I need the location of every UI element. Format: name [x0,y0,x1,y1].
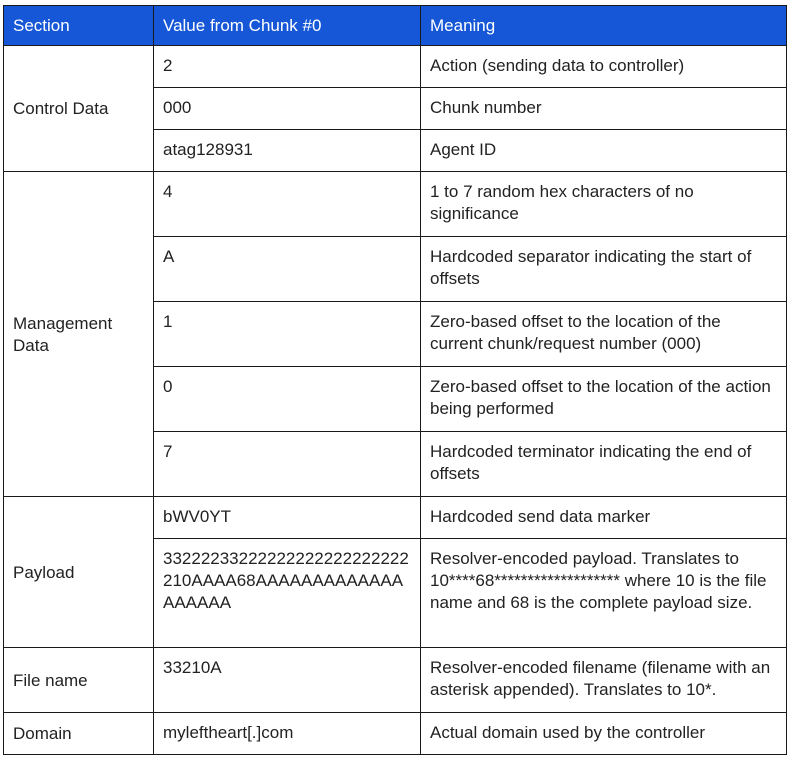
meaning-cell: Hardcoded separator indicating the start of offsets [421,237,787,302]
value-cell: 2 [154,46,421,88]
section-cell-control-data: Control Data [4,46,154,172]
table-row [4,46,787,88]
table-row [4,713,787,755]
table-row [4,497,787,539]
value-cell: 000 [154,88,421,130]
header-meaning: Meaning [421,6,787,46]
meaning-cell: Chunk number [421,88,787,130]
value-cell: atag128931 [154,130,421,172]
header-value: Value from Chunk #0 [154,6,421,46]
chunk-table [3,5,787,755]
value-cell: 7 [154,432,421,497]
section-cell-management-data: Management Data [4,172,154,497]
value-cell: 4 [154,172,421,237]
table-header [4,6,787,46]
section-cell-domain: Domain [4,713,154,755]
table-row [4,172,787,237]
meaning-cell: Action (sending data to controller) [421,46,787,88]
section-cell-payload: Payload [4,497,154,648]
value-cell: A [154,237,421,302]
value-cell: 33210A [154,648,421,713]
meaning-cell: Zero-based offset to the location of the current chunk/request number (000) [421,302,787,367]
section-cell-file-name: File name [4,648,154,713]
meaning-cell: 1 to 7 random hex characters of no significance [421,172,787,237]
meaning-cell: Actual domain used by the controller [421,713,787,755]
value-cell: bWV0YT [154,497,421,539]
value-cell: 33222233222222222222222222210AAAA68AAAAAAAAAAAAAAAAAAA [154,539,421,648]
meaning-cell: Agent ID [421,130,787,172]
table-body [4,46,787,755]
meaning-cell: Zero-based offset to the location of the action being performed [421,367,787,432]
table-container [3,5,787,755]
meaning-cell: Hardcoded send data marker [421,497,787,539]
value-cell: 1 [154,302,421,367]
meaning-cell: Hardcoded terminator indicating the end of offsets [421,432,787,497]
table-row [4,648,787,713]
meaning-cell: Resolver-encoded payload. Translates to 10****68******************* where 10 is the file name and 68 is the complete payload size. [421,539,787,648]
header-section: Section [4,6,154,46]
meaning-cell: Resolver-encoded filename (filename with an asterisk appended). Translates to 10*. [421,648,787,713]
header-row [4,6,787,46]
value-cell: mylefthеart[.]com [154,713,421,755]
value-cell: 0 [154,367,421,432]
